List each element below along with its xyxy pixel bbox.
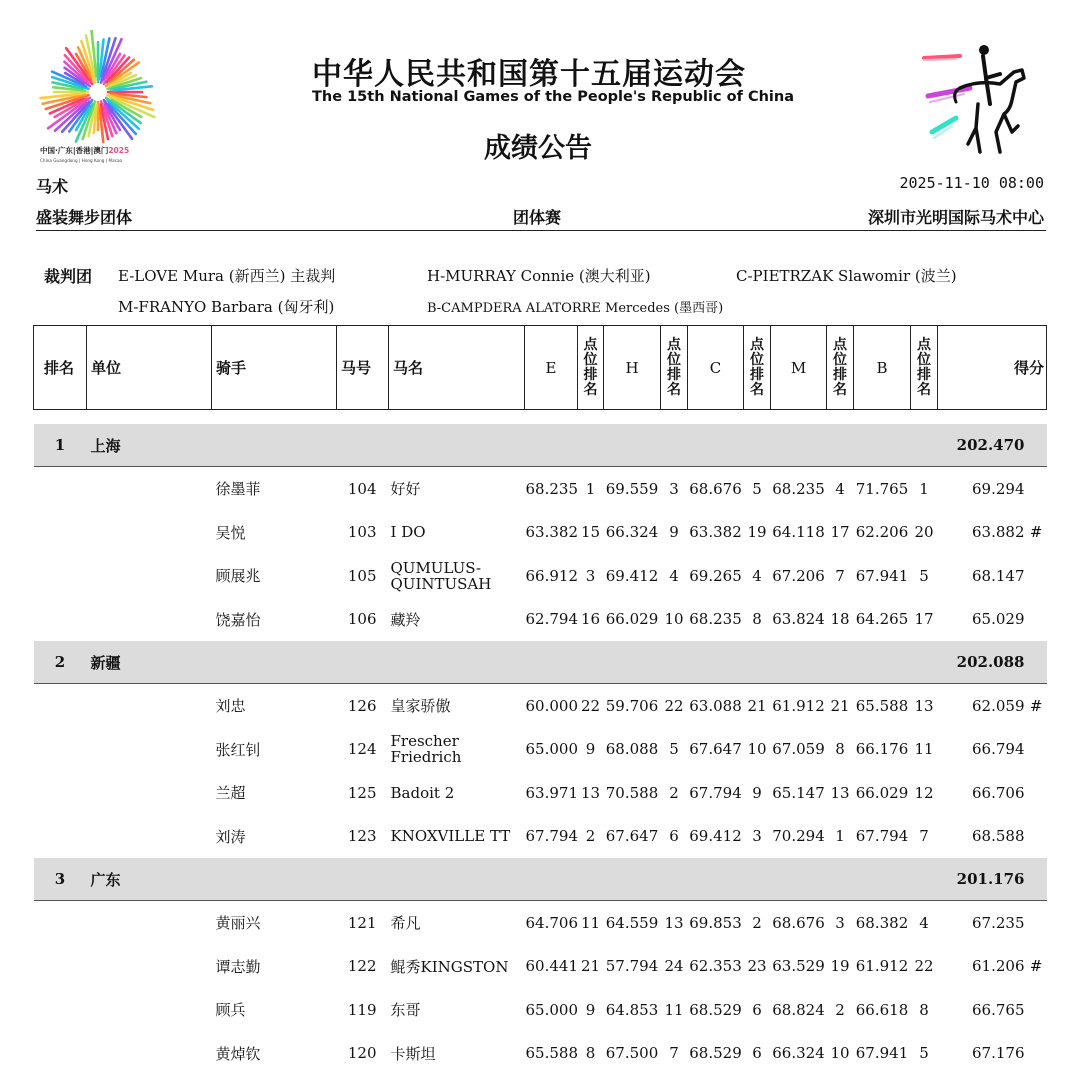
place-h: 22 bbox=[661, 684, 688, 728]
rider-total-value: 66.706 bbox=[972, 784, 1025, 802]
col-place-c bbox=[744, 326, 771, 410]
place-e: 9 bbox=[578, 988, 604, 1032]
score-m: 68.824 bbox=[771, 988, 827, 1032]
rider-row bbox=[34, 771, 1047, 815]
place-header-char: 排 bbox=[911, 368, 937, 383]
rider-total-score bbox=[938, 988, 1047, 1032]
col-horse-no: 马号 bbox=[337, 326, 389, 410]
rider-total-value: 63.882 bbox=[972, 523, 1025, 541]
judge-e: E-LOVE Mura (新西兰) 主裁判 bbox=[118, 265, 335, 286]
blank-rank bbox=[34, 598, 87, 642]
score-h: 67.647 bbox=[604, 815, 661, 859]
horse-number: 103 bbox=[337, 511, 389, 555]
score-h: 64.853 bbox=[604, 988, 661, 1032]
rider-name: 顾兵 bbox=[212, 988, 337, 1032]
score-e: 65.588 bbox=[525, 1032, 578, 1075]
score-b: 61.912 bbox=[854, 945, 911, 989]
logo-year: 2025 bbox=[108, 146, 129, 155]
place-c: 10 bbox=[744, 728, 771, 772]
rider-row bbox=[34, 901, 1047, 945]
blank-rank bbox=[34, 467, 87, 511]
rider-total-score bbox=[938, 771, 1047, 815]
horse-number: 106 bbox=[337, 598, 389, 642]
rider-name: 黄丽兴 bbox=[212, 901, 337, 945]
score-h: 64.559 bbox=[604, 901, 661, 945]
rider-total-score bbox=[938, 554, 1047, 598]
blank-team bbox=[87, 511, 212, 555]
score-c: 67.647 bbox=[688, 728, 744, 772]
score-b: 66.176 bbox=[854, 728, 911, 772]
blank-rank bbox=[34, 554, 87, 598]
score-e: 64.706 bbox=[525, 901, 578, 945]
place-m: 17 bbox=[827, 511, 854, 555]
title-chinese: 中华人民共和国第十五届运动会 bbox=[312, 49, 746, 93]
rider-total-value: 65.029 bbox=[972, 610, 1025, 628]
col-place-m bbox=[827, 326, 854, 410]
place-e: 8 bbox=[578, 1032, 604, 1075]
horse-number: 120 bbox=[337, 1032, 389, 1075]
results-table bbox=[33, 325, 1047, 1075]
score-b: 65.588 bbox=[854, 684, 911, 728]
place-b: 11 bbox=[911, 728, 938, 772]
place-c: 4 bbox=[744, 554, 771, 598]
sport-name: 马术 bbox=[36, 174, 68, 197]
rider-row bbox=[34, 988, 1047, 1032]
place-c: 3 bbox=[744, 815, 771, 859]
place-header-char: 位 bbox=[661, 353, 687, 368]
blank-team bbox=[87, 1032, 212, 1075]
horse-number: 122 bbox=[337, 945, 389, 989]
rider-row bbox=[34, 945, 1047, 989]
score-h: 70.588 bbox=[604, 771, 661, 815]
report-datetime: 2025-11-10 08:00 bbox=[900, 174, 1045, 192]
place-header-char: 位 bbox=[744, 353, 770, 368]
score-c: 68.235 bbox=[688, 598, 744, 642]
score-e: 66.912 bbox=[525, 554, 578, 598]
place-e: 11 bbox=[578, 901, 604, 945]
team-row bbox=[34, 858, 1047, 901]
horse-name: 鲲秀KINGSTON bbox=[389, 945, 525, 989]
place-m: 13 bbox=[827, 771, 854, 815]
blank-rank bbox=[34, 988, 87, 1032]
place-h: 13 bbox=[661, 901, 688, 945]
place-m: 1 bbox=[827, 815, 854, 859]
score-b: 67.794 bbox=[854, 815, 911, 859]
col-judge-h: H bbox=[604, 326, 661, 410]
judge-m: M-FRANYO Barbara (匈牙利) bbox=[118, 296, 334, 317]
place-c: 6 bbox=[744, 988, 771, 1032]
score-h: 67.500 bbox=[604, 1032, 661, 1075]
rider-row bbox=[34, 815, 1047, 859]
place-header-char: 名 bbox=[911, 383, 937, 398]
team-total-score: 202.088 bbox=[938, 641, 1047, 684]
col-rider: 骑手 bbox=[212, 326, 337, 410]
place-b: 7 bbox=[911, 815, 938, 859]
rider-name: 黄焯钦 bbox=[212, 1032, 337, 1075]
event-phase: 团体赛 bbox=[513, 205, 561, 228]
rider-name: 徐墨菲 bbox=[212, 467, 337, 511]
place-header-char: 名 bbox=[661, 383, 687, 398]
blank-team bbox=[87, 815, 212, 859]
rider-name: 刘涛 bbox=[212, 815, 337, 859]
place-m: 4 bbox=[827, 467, 854, 511]
score-b: 62.206 bbox=[854, 511, 911, 555]
blank-team bbox=[87, 554, 212, 598]
col-place-e bbox=[578, 326, 604, 410]
rider-total-value: 66.794 bbox=[972, 740, 1025, 758]
horse-number: 119 bbox=[337, 988, 389, 1032]
header-divider bbox=[36, 230, 1046, 231]
place-header-char: 点 bbox=[827, 338, 853, 353]
team-rank: 1 bbox=[34, 424, 87, 467]
place-header-char: 点 bbox=[578, 338, 603, 353]
place-b: 1 bbox=[911, 467, 938, 511]
place-e: 1 bbox=[578, 467, 604, 511]
rider-total-score bbox=[938, 945, 1047, 989]
blank-team bbox=[87, 467, 212, 511]
team-spacer bbox=[212, 641, 938, 684]
rider-name: 张红钊 bbox=[212, 728, 337, 772]
score-m: 63.824 bbox=[771, 598, 827, 642]
blank-rank bbox=[34, 815, 87, 859]
results-body bbox=[34, 424, 1047, 1075]
score-b: 66.029 bbox=[854, 771, 911, 815]
score-e: 62.794 bbox=[525, 598, 578, 642]
score-c: 69.853 bbox=[688, 901, 744, 945]
place-m: 7 bbox=[827, 554, 854, 598]
score-c: 68.529 bbox=[688, 1032, 744, 1075]
col-place-h bbox=[661, 326, 688, 410]
score-b: 67.941 bbox=[854, 554, 911, 598]
score-m: 66.324 bbox=[771, 1032, 827, 1075]
title-english: The 15th National Games of the People's Republic of China bbox=[312, 89, 794, 105]
place-e: 2 bbox=[578, 815, 604, 859]
place-c: 9 bbox=[744, 771, 771, 815]
judge-h: H-MURRAY Connie (澳大利亚) bbox=[427, 265, 651, 286]
place-header-char: 排 bbox=[661, 368, 687, 383]
score-b: 67.941 bbox=[854, 1032, 911, 1075]
score-h: 66.324 bbox=[604, 511, 661, 555]
place-h: 4 bbox=[661, 554, 688, 598]
horse-name: Frescher Friedrich bbox=[389, 728, 525, 772]
score-e: 68.235 bbox=[525, 467, 578, 511]
place-c: 5 bbox=[744, 467, 771, 511]
blank-rank bbox=[34, 511, 87, 555]
horse-name: Badoit 2 bbox=[389, 771, 525, 815]
rider-name: 饶嘉怡 bbox=[212, 598, 337, 642]
place-c: 19 bbox=[744, 511, 771, 555]
blank-team bbox=[87, 988, 212, 1032]
score-m: 67.059 bbox=[771, 728, 827, 772]
place-header-char: 点 bbox=[744, 338, 770, 353]
score-c: 63.088 bbox=[688, 684, 744, 728]
blank-rank bbox=[34, 728, 87, 772]
place-h: 3 bbox=[661, 467, 688, 511]
rider-row bbox=[34, 1032, 1047, 1075]
place-h: 24 bbox=[661, 945, 688, 989]
team-total-score: 201.176 bbox=[938, 858, 1047, 901]
score-e: 60.000 bbox=[525, 684, 578, 728]
logo-text-en: China Guangdong | Hong Kong | Macao bbox=[40, 158, 123, 163]
score-e: 67.794 bbox=[525, 815, 578, 859]
place-c: 6 bbox=[744, 1032, 771, 1075]
blank-team bbox=[87, 684, 212, 728]
place-m: 3 bbox=[827, 901, 854, 945]
place-b: 8 bbox=[911, 988, 938, 1032]
score-c: 69.412 bbox=[688, 815, 744, 859]
col-rank: 排名 bbox=[34, 326, 87, 410]
rider-total-value: 69.294 bbox=[972, 480, 1025, 498]
col-total: 得分 bbox=[938, 326, 1047, 410]
dropped-score-mark: # bbox=[1030, 957, 1043, 975]
score-m: 61.912 bbox=[771, 684, 827, 728]
place-h: 6 bbox=[661, 815, 688, 859]
team-total-score: 202.470 bbox=[938, 424, 1047, 467]
rider-row bbox=[34, 467, 1047, 511]
place-header-char: 排 bbox=[827, 368, 853, 383]
rider-total-score bbox=[938, 467, 1047, 511]
blank-team bbox=[87, 728, 212, 772]
horse-number: 105 bbox=[337, 554, 389, 598]
place-e: 9 bbox=[578, 728, 604, 772]
place-b: 4 bbox=[911, 901, 938, 945]
blank-rank bbox=[34, 901, 87, 945]
logo-text-cn: 中国·广东|香港|澳门2025 bbox=[40, 145, 129, 156]
horse-number: 104 bbox=[337, 467, 389, 511]
team-spacer bbox=[212, 858, 938, 901]
score-h: 69.559 bbox=[604, 467, 661, 511]
score-m: 68.235 bbox=[771, 467, 827, 511]
score-b: 64.265 bbox=[854, 598, 911, 642]
horse-name: 希凡 bbox=[389, 901, 525, 945]
col-judge-c: C bbox=[688, 326, 744, 410]
rider-total-score bbox=[938, 815, 1047, 859]
rider-row bbox=[34, 598, 1047, 642]
place-h: 9 bbox=[661, 511, 688, 555]
blank-team bbox=[87, 598, 212, 642]
score-c: 69.265 bbox=[688, 554, 744, 598]
place-c: 21 bbox=[744, 684, 771, 728]
place-header-char: 排 bbox=[578, 368, 603, 383]
score-m: 67.206 bbox=[771, 554, 827, 598]
dropped-score-mark: # bbox=[1030, 697, 1043, 715]
rider-name: 顾展兆 bbox=[212, 554, 337, 598]
results-announcement-title: 成绩公告 bbox=[484, 126, 592, 165]
place-header-char: 名 bbox=[827, 383, 853, 398]
col-judge-e: E bbox=[525, 326, 578, 410]
place-m: 8 bbox=[827, 728, 854, 772]
rider-total-score bbox=[938, 511, 1047, 555]
score-m: 68.676 bbox=[771, 901, 827, 945]
score-c: 68.529 bbox=[688, 988, 744, 1032]
rider-total-value: 66.765 bbox=[972, 1001, 1025, 1019]
team-rank: 2 bbox=[34, 641, 87, 684]
score-h: 57.794 bbox=[604, 945, 661, 989]
rider-total-value: 61.206 bbox=[972, 957, 1025, 975]
place-e: 3 bbox=[578, 554, 604, 598]
score-c: 62.353 bbox=[688, 945, 744, 989]
score-c: 68.676 bbox=[688, 467, 744, 511]
col-horse-name: 马名 bbox=[389, 326, 525, 410]
rider-total-value: 68.588 bbox=[972, 827, 1025, 845]
place-m: 21 bbox=[827, 684, 854, 728]
venue-name: 深圳市光明国际马术中心 bbox=[868, 205, 1044, 228]
team-name: 广东 bbox=[87, 858, 212, 901]
score-e: 60.441 bbox=[525, 945, 578, 989]
rider-row bbox=[34, 554, 1047, 598]
horse-name: 卡斯坦 bbox=[389, 1032, 525, 1075]
place-m: 18 bbox=[827, 598, 854, 642]
score-m: 65.147 bbox=[771, 771, 827, 815]
horse-number: 125 bbox=[337, 771, 389, 815]
place-m: 19 bbox=[827, 945, 854, 989]
place-b: 17 bbox=[911, 598, 938, 642]
col-judge-b: B bbox=[854, 326, 911, 410]
score-m: 63.529 bbox=[771, 945, 827, 989]
rider-name: 谭志勤 bbox=[212, 945, 337, 989]
place-b: 5 bbox=[911, 1032, 938, 1075]
horse-name: 好好 bbox=[389, 467, 525, 511]
place-e: 13 bbox=[578, 771, 604, 815]
team-row bbox=[34, 424, 1047, 467]
place-b: 5 bbox=[911, 554, 938, 598]
horse-name: KNOXVILLE TT bbox=[389, 815, 525, 859]
place-header-char: 位 bbox=[578, 353, 603, 368]
games-logo bbox=[36, 30, 160, 166]
score-m: 70.294 bbox=[771, 815, 827, 859]
horse-name: 藏羚 bbox=[389, 598, 525, 642]
blank-rank bbox=[34, 945, 87, 989]
place-b: 22 bbox=[911, 945, 938, 989]
score-e: 63.971 bbox=[525, 771, 578, 815]
score-h: 69.412 bbox=[604, 554, 661, 598]
place-b: 12 bbox=[911, 771, 938, 815]
place-header-char: 点 bbox=[911, 338, 937, 353]
blank-rank bbox=[34, 684, 87, 728]
place-b: 13 bbox=[911, 684, 938, 728]
score-h: 66.029 bbox=[604, 598, 661, 642]
horse-number: 121 bbox=[337, 901, 389, 945]
place-c: 8 bbox=[744, 598, 771, 642]
place-e: 21 bbox=[578, 945, 604, 989]
score-b: 68.382 bbox=[854, 901, 911, 945]
rider-row bbox=[34, 511, 1047, 555]
rider-total-value: 67.235 bbox=[972, 914, 1025, 932]
place-h: 5 bbox=[661, 728, 688, 772]
place-h: 7 bbox=[661, 1032, 688, 1075]
place-h: 2 bbox=[661, 771, 688, 815]
place-c: 23 bbox=[744, 945, 771, 989]
jury-label: 裁判团 bbox=[44, 264, 92, 287]
col-judge-m: M bbox=[771, 326, 827, 410]
rider-row bbox=[34, 684, 1047, 728]
team-spacer bbox=[212, 424, 938, 467]
flower-emblem-icon bbox=[40, 31, 154, 142]
team-row bbox=[34, 641, 1047, 684]
place-m: 10 bbox=[827, 1032, 854, 1075]
event-name: 盛装舞步团体 bbox=[36, 205, 132, 228]
place-h: 11 bbox=[661, 988, 688, 1032]
equestrian-pictogram-icon bbox=[920, 44, 1036, 156]
rider-total-score bbox=[938, 1032, 1047, 1075]
place-e: 22 bbox=[578, 684, 604, 728]
score-h: 68.088 bbox=[604, 728, 661, 772]
score-e: 65.000 bbox=[525, 988, 578, 1032]
score-b: 71.765 bbox=[854, 467, 911, 511]
blank-team bbox=[87, 901, 212, 945]
place-m: 2 bbox=[827, 988, 854, 1032]
score-m: 64.118 bbox=[771, 511, 827, 555]
place-c: 2 bbox=[744, 901, 771, 945]
rider-row bbox=[34, 728, 1047, 772]
horse-name: 皇家骄傲 bbox=[389, 684, 525, 728]
judge-c: C-PIETRZAK Slawomir (波兰) bbox=[736, 265, 957, 286]
horse-name: QUMULUS- QUINTUSAH bbox=[389, 554, 525, 598]
team-name: 上海 bbox=[87, 424, 212, 467]
col-team: 单位 bbox=[87, 326, 212, 410]
score-b: 66.618 bbox=[854, 988, 911, 1032]
place-header-char: 点 bbox=[661, 338, 687, 353]
col-place-b bbox=[911, 326, 938, 410]
rider-total-value: 67.176 bbox=[972, 1044, 1025, 1062]
rider-total-value: 62.059 bbox=[972, 697, 1025, 715]
horse-name: I DO bbox=[389, 511, 525, 555]
blank-rank bbox=[34, 771, 87, 815]
place-header-char: 排 bbox=[744, 368, 770, 383]
blank-rank bbox=[34, 1032, 87, 1075]
blank-team bbox=[87, 945, 212, 989]
rider-total-score bbox=[938, 684, 1047, 728]
place-e: 16 bbox=[578, 598, 604, 642]
team-rank: 3 bbox=[34, 858, 87, 901]
team-name: 新疆 bbox=[87, 641, 212, 684]
place-header-char: 位 bbox=[911, 353, 937, 368]
horse-number: 124 bbox=[337, 728, 389, 772]
place-b: 20 bbox=[911, 511, 938, 555]
place-header-char: 名 bbox=[578, 383, 603, 398]
judge-b: B-CAMPDERA ALATORRE Mercedes (墨西哥) bbox=[427, 297, 723, 316]
place-header-char: 名 bbox=[744, 383, 770, 398]
rider-total-score bbox=[938, 728, 1047, 772]
score-c: 63.382 bbox=[688, 511, 744, 555]
horse-number: 126 bbox=[337, 684, 389, 728]
blank-team bbox=[87, 771, 212, 815]
rider-total-score bbox=[938, 598, 1047, 642]
rider-name: 兰超 bbox=[212, 771, 337, 815]
place-header-char: 位 bbox=[827, 353, 853, 368]
score-e: 65.000 bbox=[525, 728, 578, 772]
table-header-row bbox=[34, 326, 1047, 410]
place-h: 10 bbox=[661, 598, 688, 642]
place-e: 15 bbox=[578, 511, 604, 555]
rider-name: 吴悦 bbox=[212, 511, 337, 555]
score-c: 67.794 bbox=[688, 771, 744, 815]
rider-total-score bbox=[938, 901, 1047, 945]
score-e: 63.382 bbox=[525, 511, 578, 555]
dropped-score-mark: # bbox=[1030, 523, 1043, 541]
score-h: 59.706 bbox=[604, 684, 661, 728]
rider-name: 刘忠 bbox=[212, 684, 337, 728]
rider-total-value: 68.147 bbox=[972, 567, 1025, 585]
horse-name: 东哥 bbox=[389, 988, 525, 1032]
horse-number: 123 bbox=[337, 815, 389, 859]
